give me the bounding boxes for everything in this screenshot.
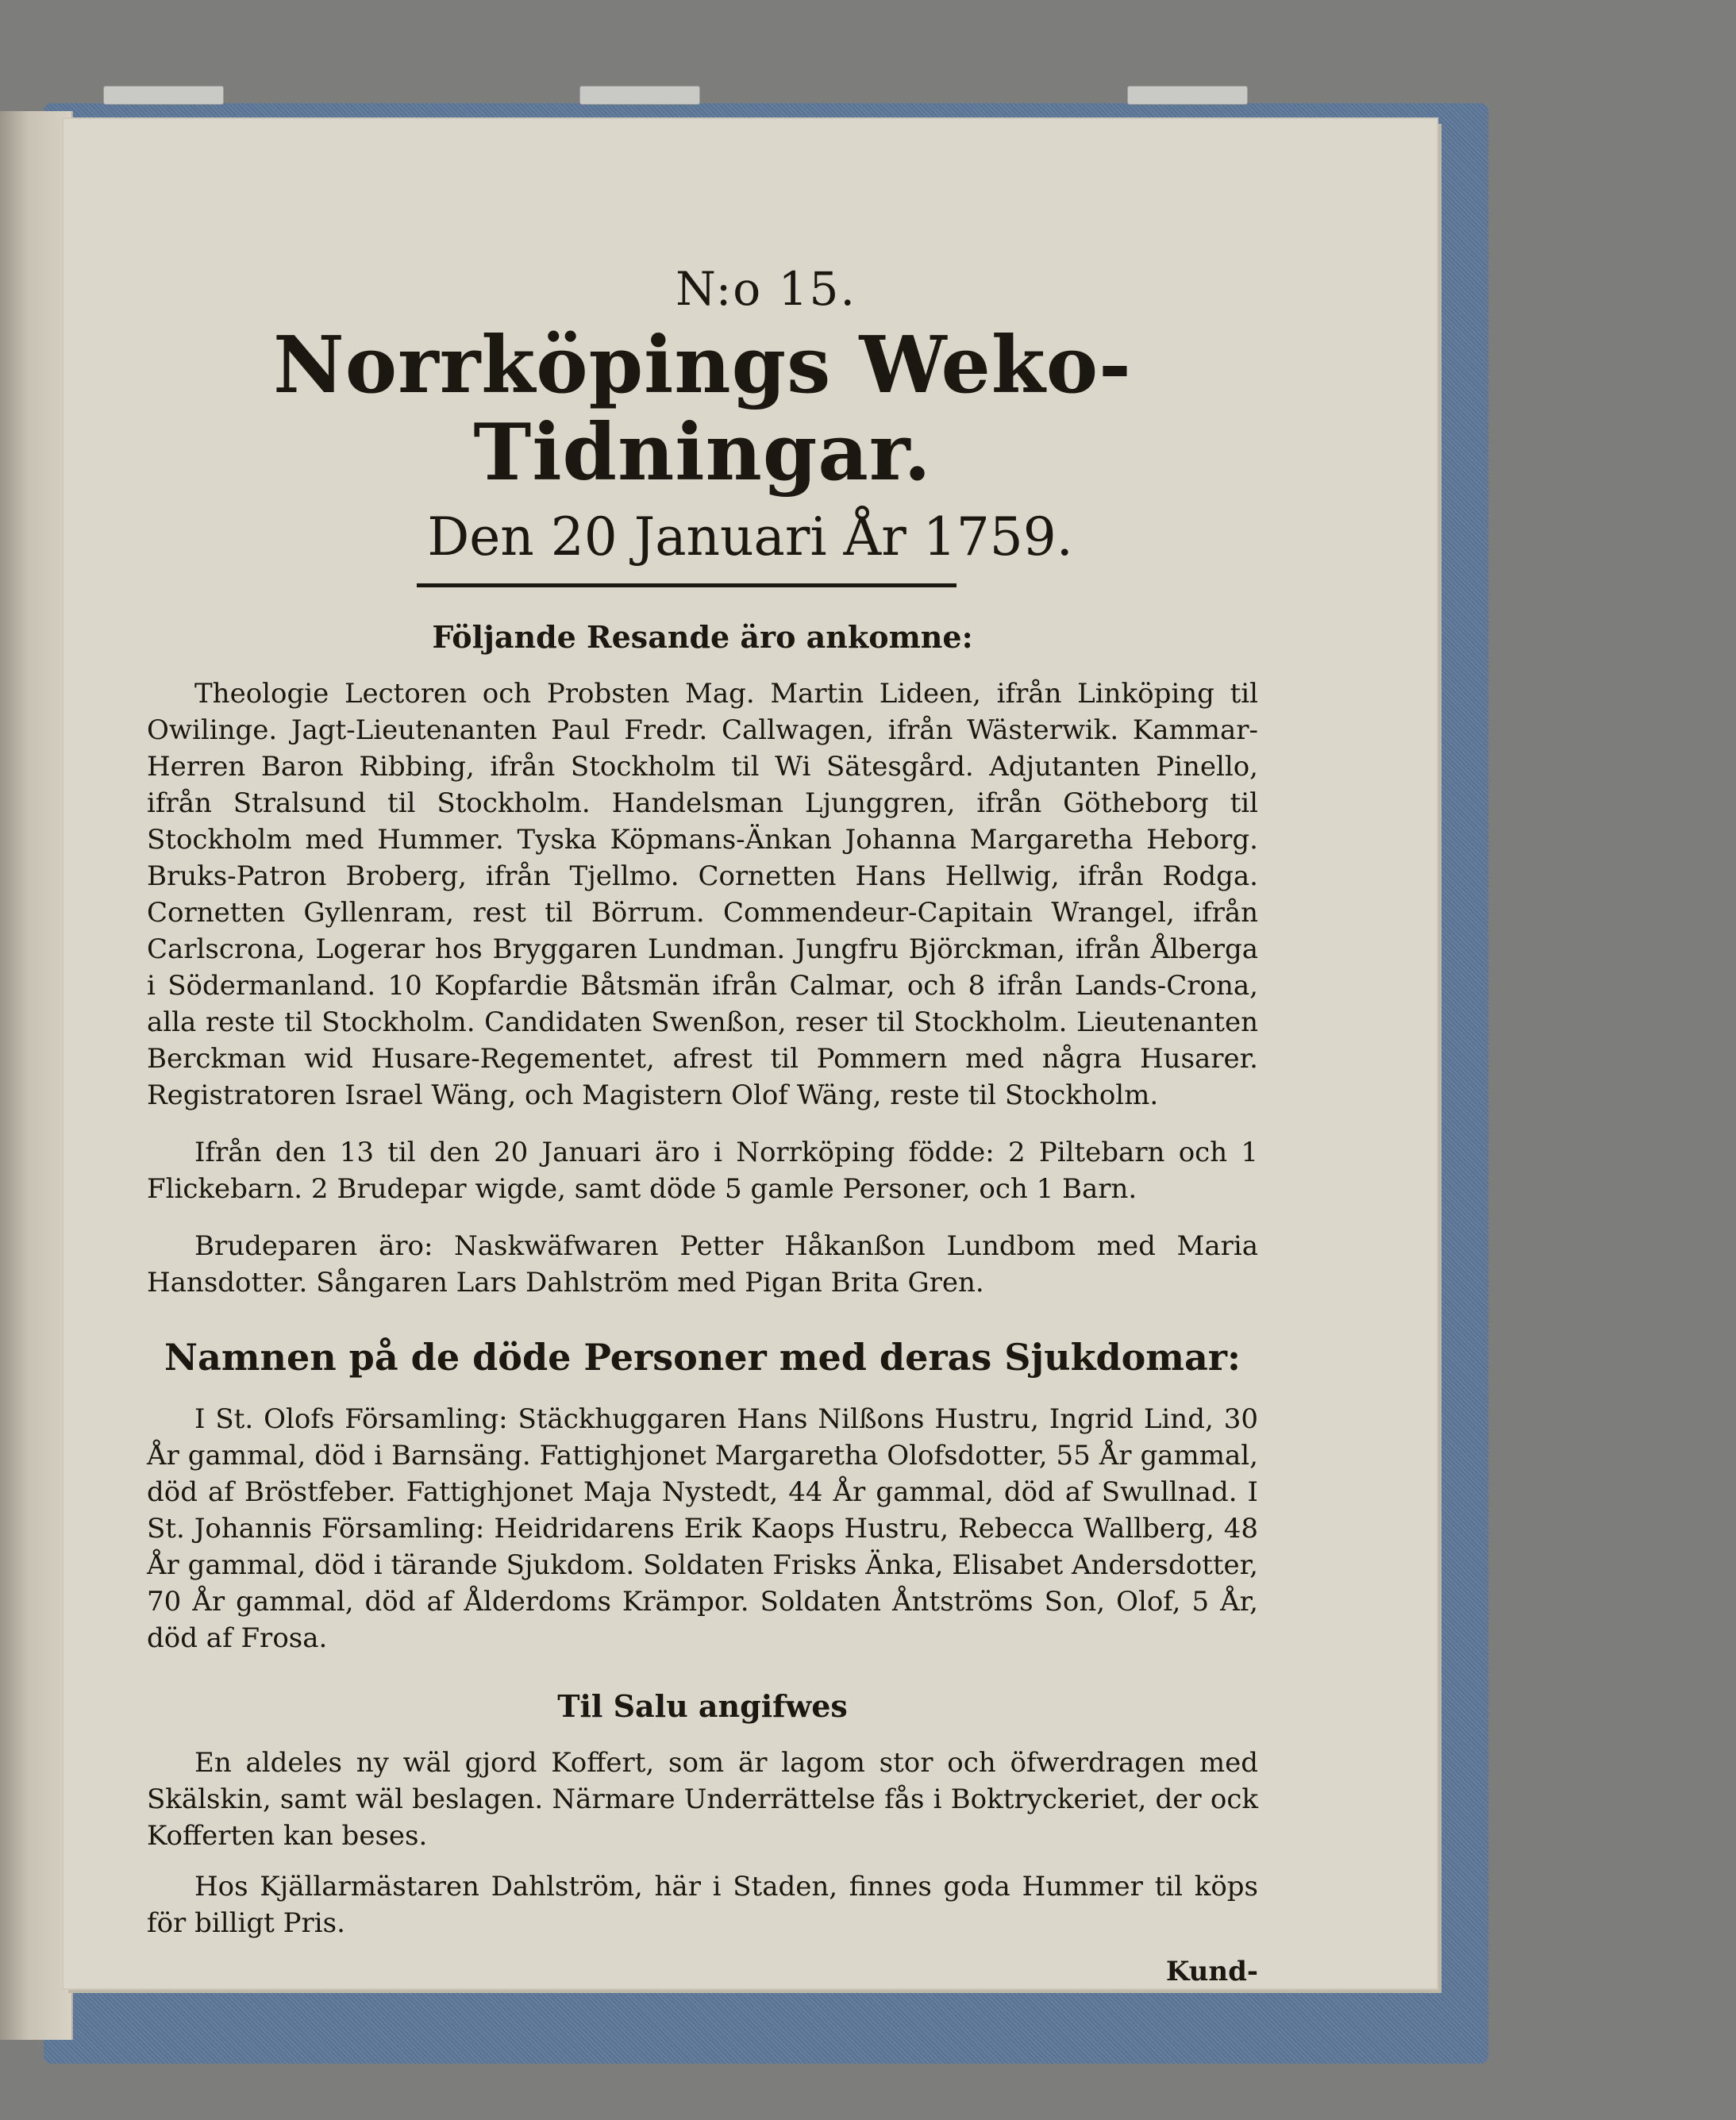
for-sale-ad-lobster: Hos Kjällarmästaren Dahlström, här i Staden, finnes goda Hummer til köps för billigt Pris. — [147, 1871, 1258, 1939]
title-rule — [417, 583, 957, 587]
left-page-stack — [0, 111, 73, 2040]
binder-clip-right — [1127, 86, 1248, 105]
binder-clip-left — [103, 86, 224, 105]
for-sale-heading: Til Salu angifwes — [557, 1688, 848, 1724]
travelers-text: Theologie Lectoren och Probsten Mag. Martin Lideen, ifrån Linköping til Owilinge. Jagt-Lieutenanten Paul Fredr. Callwagen, ifrån Wästerwik. Kammar-Herren Baron Ribbing, ifrån Stockholm til Wi Sätesgård. Adjutanten Pinello, ifrån Stralsund til Stockholm. Handelsman Ljunggren, ifrån Götheborg til Stockholm med Hummer. Tyska Köpmans-Änkan Johanna Margaretha Heborg. Bruks-Patron Broberg, ifrån Tjellmo. Cornetten Hans Hellwig, ifrån Rodga. Cornetten Gyllenram, rest til Börrum. Commendeur-Capitain Wrangel, ifrån Carlscrona, Logerar hos Bryggaren Lundman. Jungfru Björckman, ifrån Ålberga i Södermanland. 10 Kopfardie Båtsmän ifrån Calmar, och 8 ifrån Lands-Crona, alla reste til Stockholm. Candidaten Swenßon, reser til Stockholm. Lieutenanten Berckman wid Husare-Regementet, afrest til Pommern med några Husarer. Registratoren Israel Wäng, och Magistern Olof Wäng, reste til Stockholm. — [147, 678, 1258, 1111]
issue-number: N:o 15. — [676, 262, 856, 316]
page-content — [147, 262, 1258, 1987]
binder-clip-middle — [579, 86, 700, 105]
masthead-title: Norrköpings Weko-Tidningar. — [273, 320, 1132, 498]
travelers-heading: Följande Resande äro ankomne: — [432, 619, 973, 655]
births-text: Ifrån den 13 til den 20 Januari äro i Norrköping födde: 2 Piltebarn och 1 Flickebarn. 2 Brudepar wigde, samt döde 5 gamle Personer, och 1 Barn. — [147, 1137, 1258, 1205]
for-sale-ad-trunk: En aldeles ny wäl gjord Koffert, som är lagom stor och öfwerdragen med Skälskin, samt wäl beslagen. Närmare Underrättelse fås i Boktryckeriet, der ock Kofferten kan beses. — [147, 1747, 1258, 1852]
catchword: Kund- — [1165, 1956, 1258, 1987]
newspaper-page — [64, 119, 1437, 1988]
couples-text: Brudeparen äro: Naskwäfwaren Petter Håkanßon Lundbom med Maria Hansdotter. Sångaren Lars Dahlström med Pigan Brita Gren. — [147, 1230, 1258, 1299]
deaths-text: I St. Olofs Församling: Stäckhuggaren Hans Nilßons Hustru, Ingrid Lind, 30 År gammal, död i Barnsäng. Fattighjonet Margaretha Olofsdotter, 55 År gammal, död af Bröstfeber. Fattighjonet Maja Nystedt, 44 År gammal, död af Swullnad. I St. Johannis Församling: Heidridarens Erik Kaops Hustru, Rebecca Wallberg, 48 År gammal, död i tärande Sjukdom. Soldaten Frisks Änka, Elisabet Andersdotter, 70 År gammal, död af Ålderdoms Krämpor. Soldaten Åntströms Son, Olof, 5 År, död af Frosa. — [147, 1403, 1258, 1654]
deaths-heading: Namnen på de döde Personer med deras Sjukdomar: — [164, 1336, 1241, 1379]
date-line: Den 20 Januari År 1759. — [427, 506, 1073, 568]
